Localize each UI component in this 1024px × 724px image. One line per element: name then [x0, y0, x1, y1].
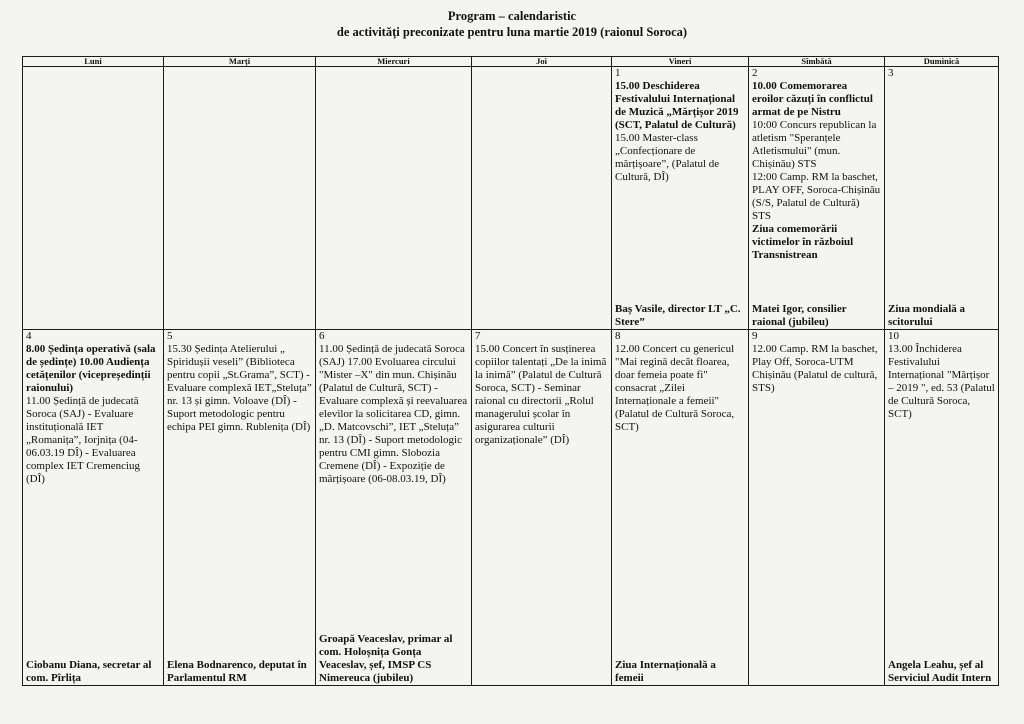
- day-header-tue: Marți: [164, 57, 316, 67]
- day-number: 4: [26, 330, 32, 342]
- day-cell-8: [612, 330, 749, 686]
- day-cell-empty: [23, 67, 164, 330]
- day-number: 1: [615, 67, 621, 79]
- doc-title-line2: de activități preconizate pentru luna martie 2019 (raionul Soroca): [336, 25, 688, 39]
- day-cell-empty: [164, 67, 316, 330]
- event-text: 11.00 Ședință de judecată Soroca (SAJ) 17.00 Evoluarea circului "Mister –X" din mun. Chișinău (Palatul de Cultură, SCT) - Evaluare complexă și reevaluarea elevilor la solicitarea CD, gimn. „D. Matcovschi”, IET „Steluța” nr. 13 (DÎ) - Suport metodologic pentru CMI gimn. Slobozia Cremene (DÎ) - Expoziție de mărțișoare (06-08.03.19, DÎ): [319, 343, 468, 485]
- event-text: 10:00 Concurs republican la atletism "Speranțele Atletismului" (mun. Chișinău) STS: [752, 119, 877, 170]
- header-row: [23, 57, 999, 67]
- day-footer: Baș Vasile, director LT „C. Stere”: [615, 303, 741, 328]
- day-number: 10: [888, 330, 899, 342]
- event-bold: 10.00 Comemorarea eroilor căzuți în conflictul armat de pe Nistru: [752, 80, 873, 118]
- day-footer: Ziua Internațională a femeii: [615, 659, 716, 684]
- event-bold: 15.00 Deschiderea Festivalului Internațional de Muzică „Mărțișor 2019 (SCT, Palatul de Cultură): [615, 80, 739, 131]
- event-text: 12.00 Camp. RM la baschet, Play Off, Soroca-UTM Chișinău (Palatul de cultură, STS): [752, 343, 878, 394]
- day-cell-7: [472, 330, 612, 686]
- day-number: 7: [475, 330, 481, 342]
- day-header-thu: Joi: [472, 57, 612, 67]
- day-footer: Elena Bodnarenco, deputat în Parlamentul RM: [167, 659, 307, 684]
- day-number: 8: [615, 330, 621, 342]
- day-number: 5: [167, 330, 173, 342]
- event-text: 12.00 Concert cu genericul "Mai regină decât floarea, doar femeia poate fi" consacrat „Zilei Internaționale a femeii" (Palatul de Cultură Soroca, SCT): [615, 343, 735, 433]
- day-cell-empty: [472, 67, 612, 330]
- day-header-sun: Duminică: [885, 57, 999, 67]
- day-footer: Groapă Veaceslav, primar al com. Holoșnița Gonța Veaceslav, șef, IMSP CS Nimereuca (jubileu): [319, 633, 453, 684]
- event-text: 15.00 Concert în susținerea copiilor talentați „De la inimă la inimă” (Palatul de Cultură Soroca, SCT) - Seminar raional cu directorii „Rolul managerului școlar în asigurarea culturii organizaționale” (DÎ): [475, 343, 607, 446]
- event-text: 13.00 Închiderea Festivalului Internațional "Mărțișor – 2019 ", ed. 53 (Palatul de Cultură Soroca, SCT): [888, 343, 995, 420]
- day-footer: Matei Igor, consilier raional (jubileu): [752, 303, 847, 328]
- event-bold: Ziua comemorării victimelor în războiul Transnistrean: [752, 223, 854, 261]
- day-cell-3: [885, 67, 999, 330]
- day-number: 9: [752, 330, 758, 342]
- week-row-2: [23, 330, 999, 686]
- day-number: 6: [319, 330, 325, 342]
- day-footer: Ziua mondială a scitorului: [888, 303, 966, 328]
- day-cell-4: [23, 330, 164, 686]
- day-cell-empty: [316, 67, 472, 330]
- day-cell-5: [164, 330, 316, 686]
- week-row-1: [23, 67, 999, 330]
- event-text: 12:00 Camp. RM la baschet, PLAY OFF, Soroca-Chișinău (S/S, Palatul de Cultură) STS: [752, 171, 881, 222]
- day-number: 2: [752, 67, 758, 79]
- calendar-table: [22, 56, 999, 686]
- day-footer: Angela Leahu, șef al Serviciul Audit Intern: [888, 659, 992, 684]
- event-text: 15.30 Ședința Atelierului „ Spiridușii veseli” (Biblioteca pentru copii „St.Grama”, SCT) - Evaluare complexă IET„Steluța” nr. 13 și gimn. Voloave (DÎ) - Suport metodologic pentru echipa PEI gimn. Rublenița (DÎ): [167, 343, 312, 433]
- day-footer: Ciobanu Diana, secretar al com. Pîrlița: [26, 659, 152, 684]
- day-header-wed: Miercuri: [316, 57, 472, 67]
- day-header-fri: Vineri: [612, 57, 749, 67]
- day-header-sat: Sîmbătă: [749, 57, 885, 67]
- event-bold: 8.00 Ședința operativă (sala de ședințe) 10.00 Audiența cetățenilor (vicepreședinții raionului): [26, 343, 156, 394]
- event-text: 15.00 Master-class „Confecționare de mărțișoare”, (Palatul de Cultură, DÎ): [615, 132, 720, 183]
- day-cell-2: [749, 67, 885, 330]
- event-text: 11.00 Ședință de judecată Soroca (SAJ) - Evaluare instituțională IET „Romanița”, Iorjnița (04-06.03.19 DÎ) - Evaluarea complex IET Cremenciug (DÎ): [26, 395, 141, 485]
- doc-title-line1: Program – calendaristic: [447, 9, 577, 23]
- day-number: 3: [888, 67, 894, 79]
- day-cell-9: [749, 330, 885, 686]
- day-header-mon: Luni: [23, 57, 164, 67]
- day-cell-1: [612, 67, 749, 330]
- day-cell-10: [885, 330, 999, 686]
- day-cell-6: [316, 330, 472, 686]
